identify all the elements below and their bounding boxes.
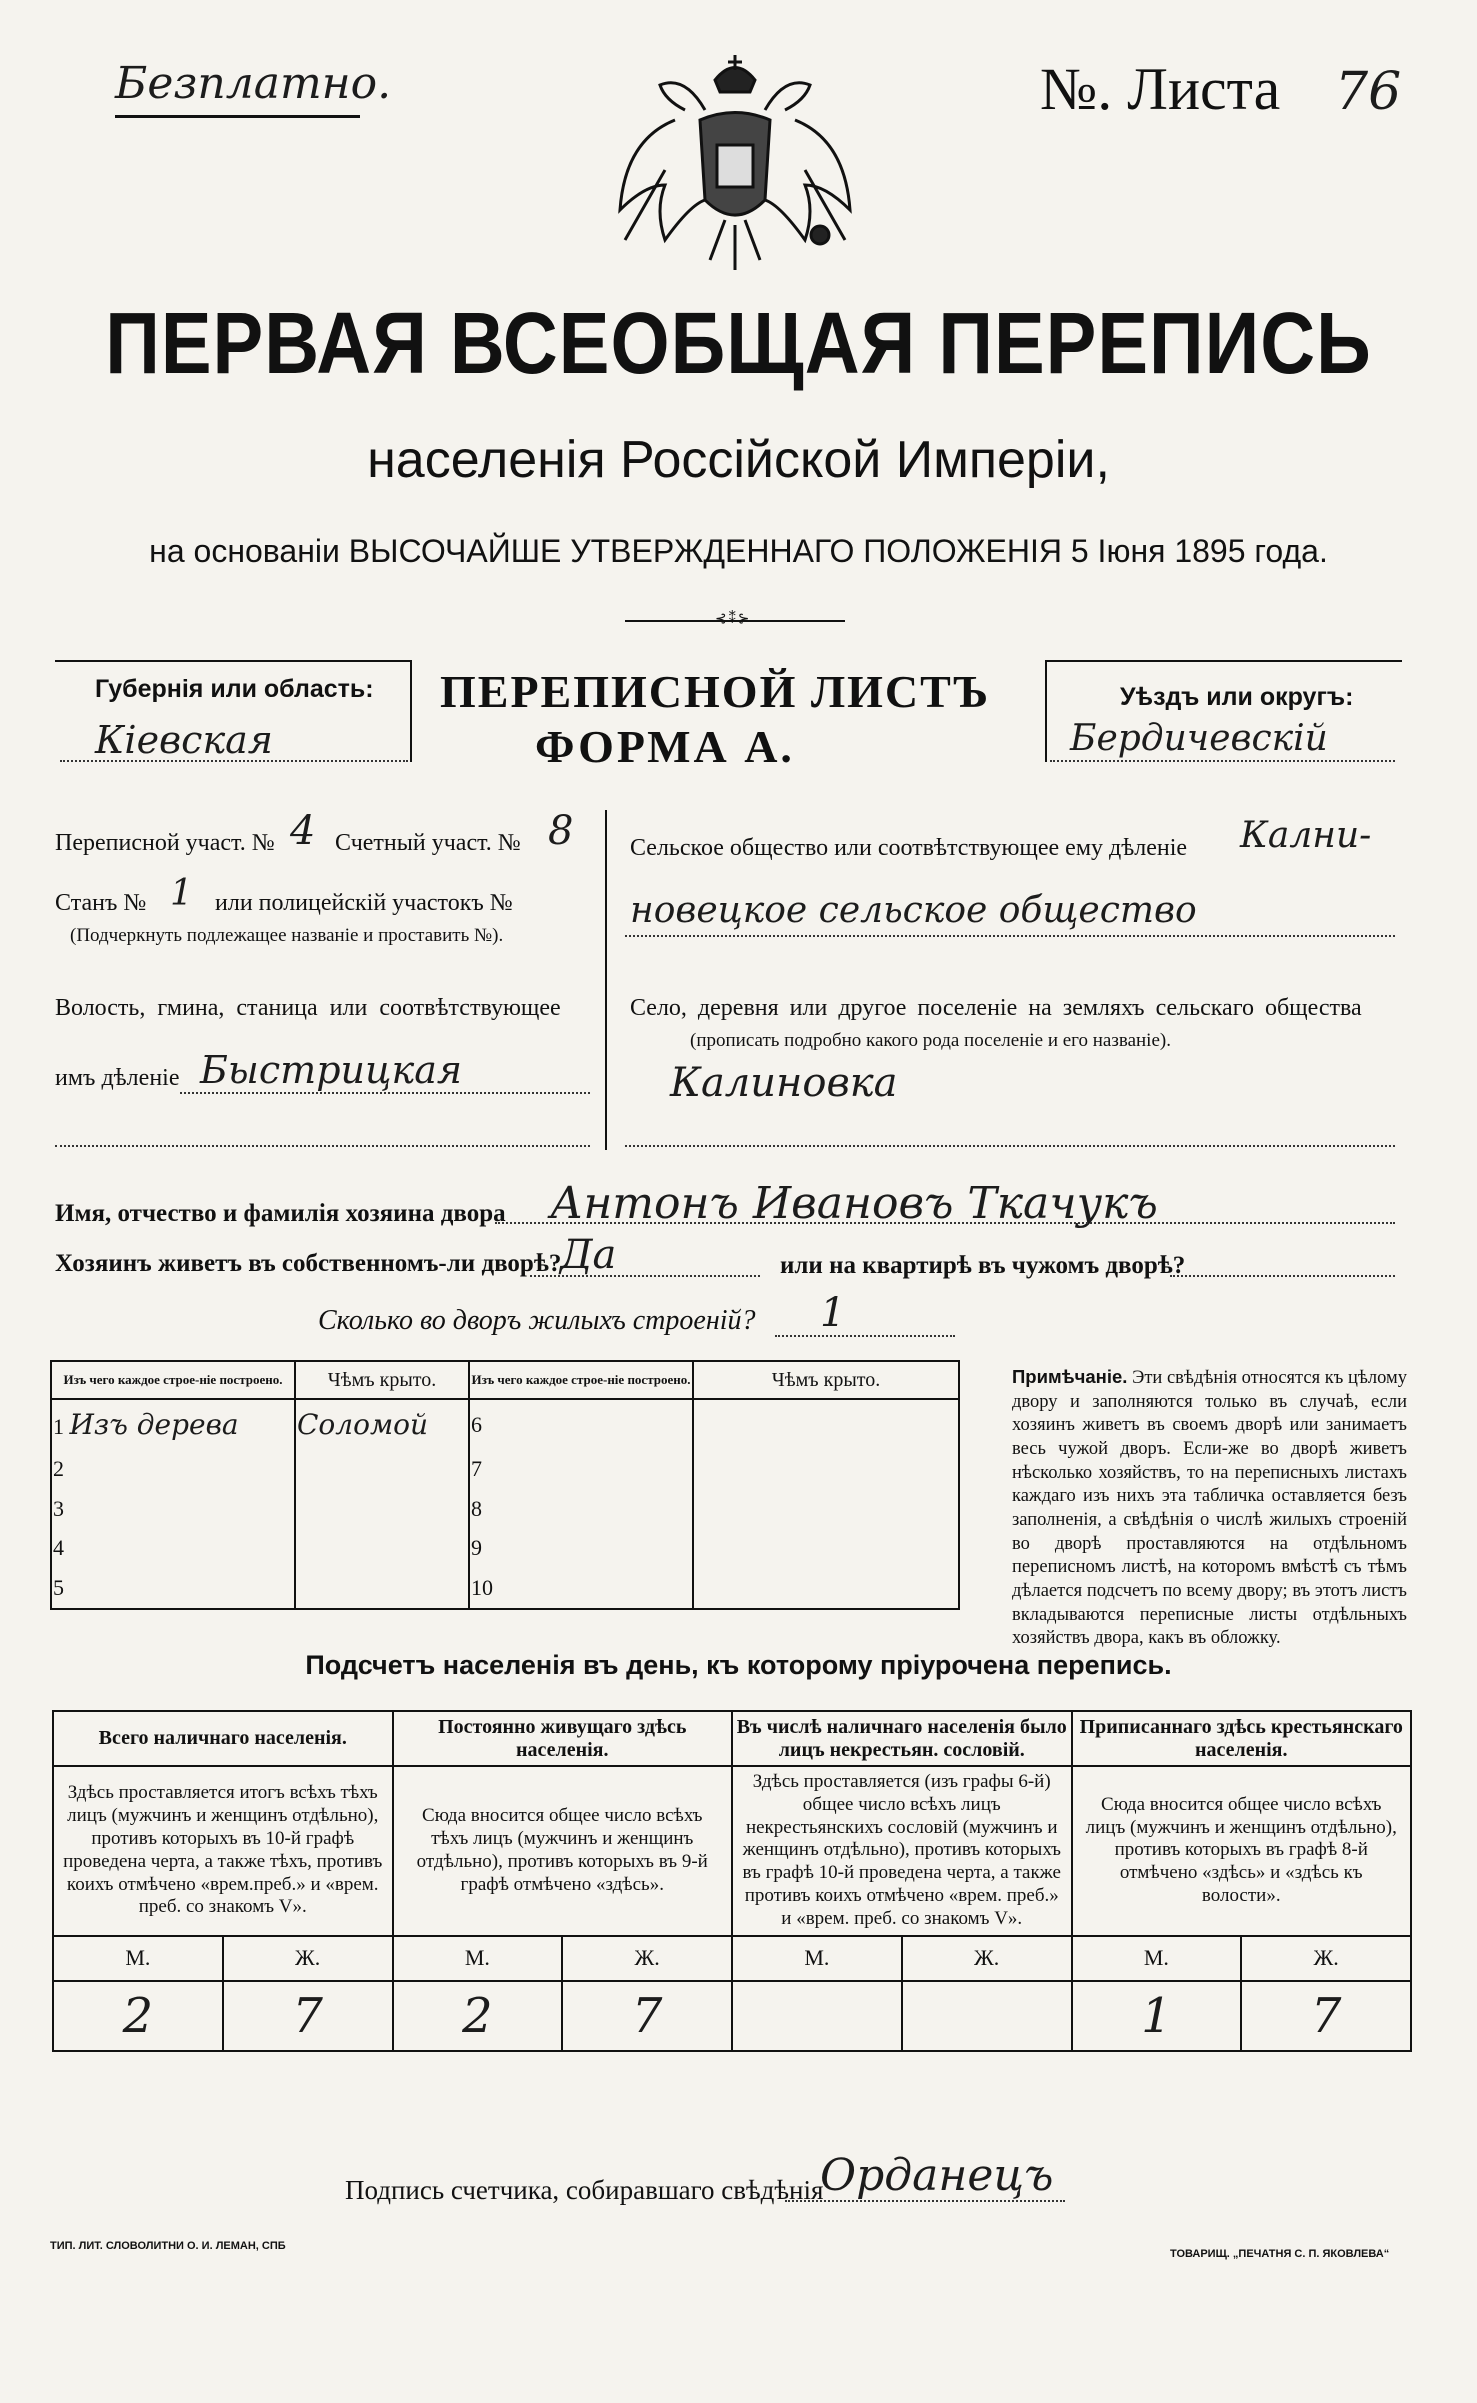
table-row — [51, 1450, 959, 1489]
uchastok-value: 4 — [290, 808, 316, 854]
row-number: 6 — [469, 1399, 693, 1450]
gubernia-label: Губернія или область: — [95, 675, 374, 703]
row-number: 1 — [53, 1414, 64, 1440]
count-table — [52, 1710, 1412, 2052]
count-m-2 — [732, 1981, 902, 2051]
count-title: Подсчетъ населенія въ день, къ которому пріурочена перепись. — [305, 1650, 1172, 1680]
gubernia-value: Кіевская — [95, 718, 273, 762]
buildings-table — [50, 1360, 960, 1610]
roof-header-right: Чѣмъ крыто. — [693, 1361, 959, 1399]
row-number: 8 — [469, 1489, 693, 1528]
m-label: М. — [1072, 1936, 1242, 1981]
row-number: 10 — [469, 1568, 693, 1609]
m-label: М. — [53, 1936, 223, 1981]
uezd-label: Уѣздъ или округъ: — [1120, 683, 1354, 711]
count-f-3: 7 — [1241, 1981, 1411, 2051]
signature-dots — [785, 2200, 1065, 2202]
stan-value: 1 — [170, 873, 193, 914]
count-desc-2: Здѣсь проставляется (изъ графы 6-й) общее число всѣхъ лицъ некрестьянскихъ сословій (мужчинъ и женщинъ отдѣльно), противъ которыхъ въ графѣ 10-й проведена черта, а также противъ коихъ отмѣчено «врем. преб.» и «врем. преб. со знакомъ V». — [732, 1766, 1072, 1936]
count-m-3: 1 — [1072, 1981, 1242, 2051]
schet-value: 8 — [548, 808, 574, 854]
count-f-0: 7 — [223, 1981, 393, 2051]
printer-right: ТОВАРИЩ. „ПЕЧАТНЯ С. П. ЯКОВЛЕВА“ — [1170, 2248, 1390, 2260]
m-label: М. — [732, 1936, 902, 1981]
own-yard-label: Хозяинъ живетъ въ собственномъ-ли дворѣ? — [55, 1250, 562, 1277]
police-label: или полицейскій участокъ № — [215, 890, 513, 916]
count-head-1: Постоянно живущаго здѣсь населенія. — [393, 1711, 733, 1766]
material-header-right: Изъ чего каждое строе-ніе построено. — [469, 1361, 693, 1399]
f-label: Ж. — [562, 1936, 732, 1981]
form-type: ФОРМА А. — [535, 721, 795, 772]
printer-left: ТИП. ЛИТ. СЛОВОЛИТНИ О. И. ЛЕМАН, СПБ — [50, 2240, 286, 2252]
table-row — [51, 1489, 959, 1528]
buildings-count-label: Сколько во дворъ жилыхъ строеній? — [318, 1305, 756, 1336]
selo-note: (прописать подробно какого рода поселеніе и его названіе). — [690, 1030, 1171, 1051]
gubernia-dots — [60, 760, 408, 762]
owner-name-dots — [495, 1222, 1395, 1224]
uchastok-label: Переписной участ. № — [55, 830, 275, 856]
roof-header-left: Чѣмъ крыто. — [295, 1361, 469, 1399]
buildings-count-dots — [775, 1335, 955, 1337]
note-text: Эти свѣдѣнія относятся къ цѣлому двору и заполняются только въ случаѣ, если хозяинъ живетъ въ своемъ дворѣ или занимаетъ весь чужой дворъ. Если-же во дворѣ живетъ нѣсколько хозяйствъ, то на переписныхъ листахъ каждаго изъ нихъ эта табличка оставляется безъ заполненія, а свѣдѣнія о числѣ жилыхъ строеній во дворѣ проставляются на отдѣльномъ переписномъ листѣ, на которомъ вмѣстѣ съ тѣмъ дѣлается подсчетъ по всему двору; въ этотъ листъ вкладываются переписные листы отдѣльныхъ хозяйствъ двора, какъ въ обложку. — [1012, 1368, 1407, 1649]
basis-line: на основаніи ВЫСОЧАЙШЕ УТВЕРЖДЕННАГО ПОЛОЖЕНІЯ 5 Іюня 1895 года. — [149, 533, 1328, 569]
count-desc-0: Здѣсь проставляется итогъ всѣхъ тѣхъ лицъ (мужчинъ и женщинъ отдѣльно), противъ которыхъ въ 10-й графѣ проведена черта, а также тѣхъ, противъ коихъ отмѣчено «врем.преб.» и «врем. преб. со знакомъ V». — [53, 1766, 393, 1936]
sheet-number: 76 — [1335, 62, 1402, 122]
volost-dots — [180, 1092, 590, 1094]
ornament-glyph-icon: ⊰⁑⊱ — [715, 612, 752, 627]
roof-value — [693, 1399, 959, 1450]
count-desc-3: Сюда вносится общее число всѣхъ лицъ (мужчинъ и женщинъ отдѣльно), противъ которыхъ въ графѣ 8-й отмѣчено «здѣсь» и «здѣсь къ волости». — [1072, 1766, 1412, 1936]
row-number: 5 — [51, 1568, 295, 1609]
signature-value: Орданецъ — [820, 2150, 1054, 2201]
f-label: Ж. — [1241, 1936, 1411, 1981]
free-underline — [115, 115, 360, 118]
material-value: Изъ дерева — [69, 1408, 239, 1442]
rent-label: или на квартирѣ въ чужомъ дворѣ? — [780, 1252, 1186, 1279]
buildings-count-value: 1 — [820, 1290, 846, 1336]
uezd-dots — [1050, 760, 1395, 762]
page-title: ПЕРВАЯ ВСЕОБЩАЯ ПЕРЕПИСЬ — [105, 294, 1372, 393]
selo-label: Село, деревня или другое поселеніе на земляхъ сельскаго общества — [630, 995, 1362, 1021]
volost-label: Волость, гмина, станица или соотвѣтствующее — [55, 995, 561, 1021]
row-number: 9 — [469, 1529, 693, 1568]
volost-dots-2 — [55, 1145, 590, 1147]
form-title: ПЕРЕПИСНОЙ ЛИСТЪ — [440, 666, 991, 717]
signature-label: Подпись счетчика, собиравшаго свѣдѣнія — [345, 2175, 824, 2205]
schet-label: Счетный участ. № — [335, 830, 521, 856]
row-number: 7 — [469, 1450, 693, 1489]
count-m-1: 2 — [393, 1981, 563, 2051]
count-head-3: Приписаннаго здѣсь крестьянскаго населенія. — [1072, 1711, 1412, 1766]
own-yard-value: Да — [560, 1232, 617, 1278]
sheet-label: №. Листа — [1040, 56, 1281, 122]
row-number: 3 — [51, 1489, 295, 1528]
selo-dots — [625, 1145, 1395, 1147]
stan-label: Станъ № — [55, 890, 147, 916]
obshchestvo-value-1: Кални- — [1240, 815, 1372, 856]
coat-of-arms-icon — [605, 50, 865, 290]
table-row — [51, 1399, 959, 1450]
volost-value: Быстрицкая — [200, 1048, 463, 1092]
page-subtitle: населенія Россійской Имперіи, — [367, 431, 1110, 489]
free-label: Безплатно. — [115, 58, 392, 109]
owner-name-value: Антонъ Ивановъ Ткачукъ — [550, 1178, 1158, 1229]
count-head-0: Всего наличнаго населенія. — [53, 1711, 393, 1766]
own-yard-dots — [530, 1275, 760, 1277]
column-divider — [605, 810, 607, 1150]
owner-name-label: Имя, отчество и фамилія хозяина двора — [55, 1200, 506, 1227]
count-desc-1: Сюда вносится общее число всѣхъ тѣхъ лицъ (мужчинъ и женщинъ отдѣльно), противъ которыхъ въ 9-й графѣ отмѣчено «здѣсь». — [393, 1766, 733, 1936]
selo-value: Калиновка — [670, 1060, 898, 1106]
row-number: 2 — [51, 1450, 295, 1489]
obshchestvo-value-2: новецкое сельское общество — [630, 890, 1197, 931]
buildings-note — [1012, 1365, 1407, 1651]
rent-dots — [1170, 1275, 1395, 1277]
obshchestvo-dots — [625, 935, 1395, 937]
count-f-2 — [902, 1981, 1072, 2051]
note-title: Примѣчаніе. — [1012, 1366, 1128, 1387]
row-number: 4 — [51, 1529, 295, 1568]
obshchestvo-label: Сельское общество или соотвѣтствующее ему дѣленіе — [630, 835, 1188, 861]
roof-value: Соломой — [295, 1399, 469, 1450]
uezd-value: Бердичевскій — [1070, 718, 1328, 759]
table-row — [51, 1568, 959, 1609]
count-f-1: 7 — [562, 1981, 732, 2051]
count-m-0: 2 — [53, 1981, 223, 2051]
count-head-2: Въ числѣ наличнаго населенія было лицъ некрестьян. сословій. — [732, 1711, 1072, 1766]
f-label: Ж. — [223, 1936, 393, 1981]
volost-label-2: имъ дѣленіе — [55, 1065, 180, 1091]
m-label: М. — [393, 1936, 563, 1981]
police-note: (Подчеркнуть подлежащее названіе и проставить №). — [70, 925, 504, 946]
f-label: Ж. — [902, 1936, 1072, 1981]
material-header-left: Изъ чего каждое строе-ніе построено. — [51, 1361, 295, 1399]
table-row — [51, 1529, 959, 1568]
